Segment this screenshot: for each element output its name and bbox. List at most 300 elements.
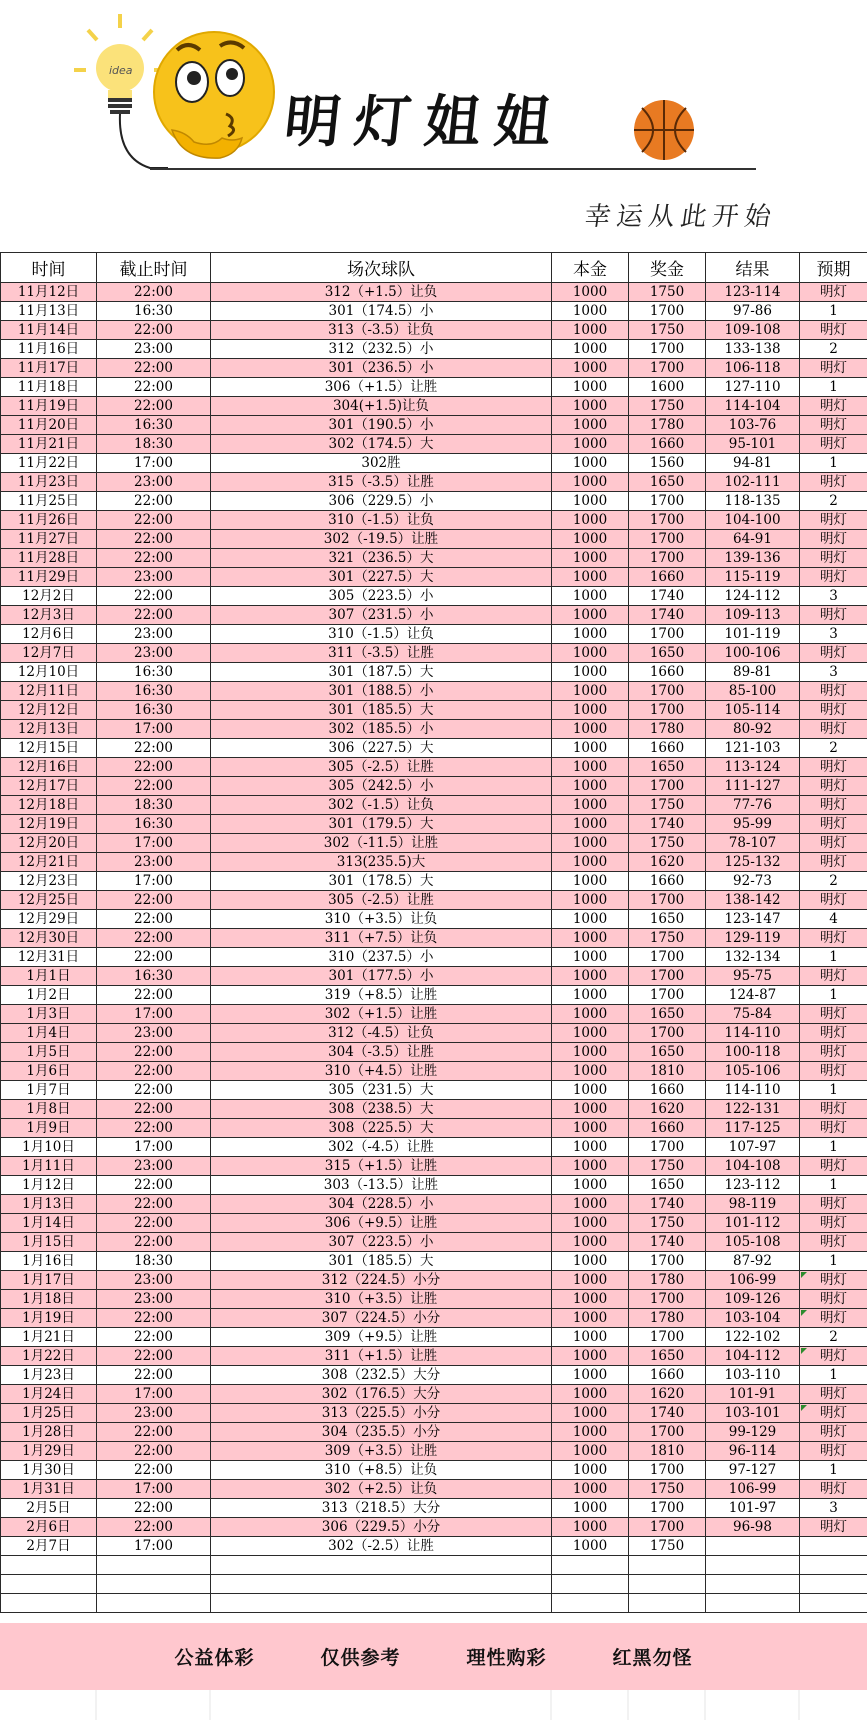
column-header: 场次球队 xyxy=(211,253,552,283)
score-cell: 123-114 xyxy=(706,283,800,302)
stake-cell: 1000 xyxy=(552,549,629,568)
deadline-cell: 23:00 xyxy=(97,1024,211,1043)
stake-cell: 1000 xyxy=(552,720,629,739)
table-row xyxy=(1,986,867,1005)
table-row xyxy=(1,891,867,910)
match-cell: 301（187.5）大 xyxy=(211,663,552,682)
prediction-cell: 明灯 xyxy=(800,1119,867,1138)
prediction-cell: 明灯 xyxy=(800,1347,867,1366)
match-cell: 309（+3.5）让胜 xyxy=(211,1442,552,1461)
basketball-icon xyxy=(632,98,696,162)
stake-cell: 1000 xyxy=(552,530,629,549)
match-cell: 312（-4.5）让负 xyxy=(211,1024,552,1043)
table-row xyxy=(1,530,867,549)
date-cell: 1月24日 xyxy=(1,1385,97,1404)
date-cell: 12月21日 xyxy=(1,853,97,872)
table-row xyxy=(1,1461,867,1480)
match-cell: 302（-19.5）让胜 xyxy=(211,530,552,549)
bulb-label: idea xyxy=(109,64,133,77)
stake-cell: 1000 xyxy=(552,1081,629,1100)
payout-cell: 1700 xyxy=(629,1328,706,1347)
payout-cell: 1740 xyxy=(629,606,706,625)
date-cell: 1月23日 xyxy=(1,1366,97,1385)
prediction-cell: 明灯 xyxy=(800,701,867,720)
date-cell: 1月5日 xyxy=(1,1043,97,1062)
deadline-cell: 17:00 xyxy=(97,1385,211,1404)
deadline-cell: 23:00 xyxy=(97,1290,211,1309)
stake-cell: 1000 xyxy=(552,1252,629,1271)
stake-cell: 1000 xyxy=(552,606,629,625)
stake-cell: 1000 xyxy=(552,321,629,340)
prediction-cell: 3 xyxy=(800,1499,867,1518)
stake-cell: 1000 xyxy=(552,1290,629,1309)
deadline-cell: 23:00 xyxy=(97,473,211,492)
table-row xyxy=(1,1366,867,1385)
payout-cell: 1700 xyxy=(629,625,706,644)
prediction-cell: 明灯 xyxy=(800,929,867,948)
score-cell: 95-75 xyxy=(706,967,800,986)
date-cell: 12月6日 xyxy=(1,625,97,644)
table-row xyxy=(1,682,867,701)
deadline-cell: 22:00 xyxy=(97,492,211,511)
payout-cell: 1660 xyxy=(629,1081,706,1100)
deadline-cell: 17:00 xyxy=(97,1480,211,1499)
stake-cell: 1000 xyxy=(552,1214,629,1233)
date-cell: 11月17日 xyxy=(1,359,97,378)
table-row xyxy=(1,397,867,416)
header-banner xyxy=(0,0,867,252)
table-row xyxy=(1,1404,867,1423)
deadline-cell: 18:30 xyxy=(97,1252,211,1271)
date-cell: 1月9日 xyxy=(1,1119,97,1138)
table-row xyxy=(1,340,867,359)
match-cell: 312（232.5）小 xyxy=(211,340,552,359)
score-cell: 106-99 xyxy=(706,1480,800,1499)
match-cell: 311（+1.5）让胜 xyxy=(211,1347,552,1366)
table-body xyxy=(1,283,867,1613)
stake-cell: 1000 xyxy=(552,568,629,587)
match-cell: 301（178.5）大 xyxy=(211,872,552,891)
stake-cell: 1000 xyxy=(552,1385,629,1404)
prediction-cell: 明灯 xyxy=(800,1271,867,1290)
match-cell: 305（-2.5）让胜 xyxy=(211,758,552,777)
date-cell: 11月28日 xyxy=(1,549,97,568)
prediction-cell: 明灯 xyxy=(800,606,867,625)
footer-item: 仅供参考 xyxy=(320,1647,401,1669)
prediction-cell: 3 xyxy=(800,587,867,606)
table-row xyxy=(1,1233,867,1252)
score-cell: 95-101 xyxy=(706,435,800,454)
score-cell: 101-97 xyxy=(706,1499,800,1518)
prediction-cell: 明灯 xyxy=(800,1233,867,1252)
deadline-cell: 22:00 xyxy=(97,1195,211,1214)
payout-cell: 1700 xyxy=(629,302,706,321)
table-row xyxy=(1,929,867,948)
brand-title: 明灯姐姐 xyxy=(281,89,569,155)
payout-cell: 1750 xyxy=(629,321,706,340)
score-cell: 103-110 xyxy=(706,1366,800,1385)
stake-cell: 1000 xyxy=(552,378,629,397)
table-row xyxy=(1,720,867,739)
footer-item: 红黑勿怪 xyxy=(612,1647,693,1669)
date-cell: 1月3日 xyxy=(1,1005,97,1024)
match-cell: 302胜 xyxy=(211,454,552,473)
deadline-cell: 22:00 xyxy=(97,910,211,929)
payout-cell: 1810 xyxy=(629,1442,706,1461)
date-cell: 12月13日 xyxy=(1,720,97,739)
table-row xyxy=(1,758,867,777)
prediction-cell: 明灯 xyxy=(800,1062,867,1081)
match-cell: 301（174.5）小 xyxy=(211,302,552,321)
deadline-cell: 16:30 xyxy=(97,663,211,682)
match-cell: 307（231.5）小 xyxy=(211,606,552,625)
match-cell: 313(235.5)大 xyxy=(211,853,552,872)
payout-cell: 1660 xyxy=(629,872,706,891)
match-cell: 302（-1.5）让负 xyxy=(211,796,552,815)
column-header: 奖金 xyxy=(629,253,706,283)
prediction-cell: 明灯 xyxy=(800,1157,867,1176)
deadline-cell: 22:00 xyxy=(97,1233,211,1252)
match-cell: 310（-1.5）让负 xyxy=(211,625,552,644)
match-cell: 321（236.5）大 xyxy=(211,549,552,568)
date-cell: 11月14日 xyxy=(1,321,97,340)
date-cell: 11月26日 xyxy=(1,511,97,530)
empty-cell xyxy=(800,1556,867,1575)
payout-cell: 1700 xyxy=(629,1461,706,1480)
prediction-cell: 1 xyxy=(800,1138,867,1157)
stake-cell: 1000 xyxy=(552,1309,629,1328)
table-row xyxy=(1,321,867,340)
match-cell: 312（+1.5）让负 xyxy=(211,283,552,302)
stake-cell: 1000 xyxy=(552,663,629,682)
prediction-cell: 2 xyxy=(800,1328,867,1347)
stake-cell: 1000 xyxy=(552,1347,629,1366)
deadline-cell: 16:30 xyxy=(97,967,211,986)
slogan: 幸运从此开始 xyxy=(582,202,779,232)
match-cell: 302（+1.5）让胜 xyxy=(211,1005,552,1024)
stake-cell: 1000 xyxy=(552,1024,629,1043)
prediction-cell: 2 xyxy=(800,872,867,891)
prediction-cell: 明灯 xyxy=(800,1290,867,1309)
footer-item: 理性购彩 xyxy=(466,1647,547,1669)
empty-cell xyxy=(552,1575,629,1594)
score-cell: 100-118 xyxy=(706,1043,800,1062)
score-cell: 101-119 xyxy=(706,625,800,644)
date-cell: 1月16日 xyxy=(1,1252,97,1271)
payout-cell: 1700 xyxy=(629,701,706,720)
prediction-cell: 明灯 xyxy=(800,967,867,986)
score-cell: 78-107 xyxy=(706,834,800,853)
table-row xyxy=(1,948,867,967)
score-cell: 100-106 xyxy=(706,644,800,663)
match-cell: 301（179.5）大 xyxy=(211,815,552,834)
payout-cell: 1700 xyxy=(629,891,706,910)
match-cell: 315（-3.5）让胜 xyxy=(211,473,552,492)
deadline-cell: 17:00 xyxy=(97,834,211,853)
date-cell: 12月12日 xyxy=(1,701,97,720)
date-cell: 12月29日 xyxy=(1,910,97,929)
deadline-cell: 22:00 xyxy=(97,1214,211,1233)
date-cell: 1月8日 xyxy=(1,1100,97,1119)
score-cell: 122-102 xyxy=(706,1328,800,1347)
stake-cell: 1000 xyxy=(552,1138,629,1157)
table-row xyxy=(1,378,867,397)
deadline-cell: 22:00 xyxy=(97,530,211,549)
table-row xyxy=(1,1138,867,1157)
deadline-cell: 22:00 xyxy=(97,549,211,568)
deadline-cell: 22:00 xyxy=(97,1442,211,1461)
date-cell: 12月19日 xyxy=(1,815,97,834)
deadline-cell: 23:00 xyxy=(97,625,211,644)
match-cell: 305（-2.5）让胜 xyxy=(211,891,552,910)
column-header: 截止时间 xyxy=(97,253,211,283)
match-cell: 310（-1.5）让负 xyxy=(211,511,552,530)
score-cell: 123-112 xyxy=(706,1176,800,1195)
table-row xyxy=(1,663,867,682)
table-row xyxy=(1,1043,867,1062)
date-cell: 12月17日 xyxy=(1,777,97,796)
empty-cell xyxy=(629,1594,706,1613)
empty-cell xyxy=(706,1594,800,1613)
stake-cell: 1000 xyxy=(552,1404,629,1423)
payout-cell: 1650 xyxy=(629,1043,706,1062)
payout-cell: 1750 xyxy=(629,1537,706,1556)
stake-cell: 1000 xyxy=(552,967,629,986)
match-cell: 301（236.5）小 xyxy=(211,359,552,378)
payout-cell: 1700 xyxy=(629,492,706,511)
payout-cell: 1660 xyxy=(629,739,706,758)
payout-cell: 1750 xyxy=(629,397,706,416)
stake-cell: 1000 xyxy=(552,359,629,378)
empty-cell xyxy=(552,1594,629,1613)
match-cell: 303（-13.5）让胜 xyxy=(211,1176,552,1195)
date-cell: 11月12日 xyxy=(1,283,97,302)
payout-cell: 1780 xyxy=(629,416,706,435)
match-cell: 301（188.5）小 xyxy=(211,682,552,701)
deadline-cell: 17:00 xyxy=(97,1537,211,1556)
payout-cell: 1650 xyxy=(629,1005,706,1024)
match-cell: 308（225.5）大 xyxy=(211,1119,552,1138)
score-cell: 96-114 xyxy=(706,1442,800,1461)
stake-cell: 1000 xyxy=(552,1062,629,1081)
match-cell: 310（+8.5）让负 xyxy=(211,1461,552,1480)
date-cell: 12月10日 xyxy=(1,663,97,682)
prediction-cell: 明灯 xyxy=(800,834,867,853)
deadline-cell: 22:00 xyxy=(97,1062,211,1081)
payout-cell: 1660 xyxy=(629,568,706,587)
footer-item: 公益体彩 xyxy=(174,1647,255,1669)
score-cell: 97-86 xyxy=(706,302,800,321)
score-cell: 85-100 xyxy=(706,682,800,701)
score-cell: 99-129 xyxy=(706,1423,800,1442)
payout-cell: 1750 xyxy=(629,283,706,302)
table-header-row xyxy=(1,253,867,283)
date-cell: 11月22日 xyxy=(1,454,97,473)
results-table xyxy=(0,252,867,1613)
payout-cell: 1750 xyxy=(629,1480,706,1499)
prediction-cell: 1 xyxy=(800,378,867,397)
date-cell: 1月18日 xyxy=(1,1290,97,1309)
match-cell: 302（176.5）大分 xyxy=(211,1385,552,1404)
payout-cell: 1700 xyxy=(629,1024,706,1043)
score-cell: 94-81 xyxy=(706,454,800,473)
deadline-cell: 18:30 xyxy=(97,796,211,815)
table-row xyxy=(1,359,867,378)
deadline-cell: 22:00 xyxy=(97,359,211,378)
stake-cell: 1000 xyxy=(552,511,629,530)
empty-cell xyxy=(1,1556,97,1575)
empty-cell xyxy=(211,1575,552,1594)
prediction-cell: 明灯 xyxy=(800,359,867,378)
payout-cell: 1780 xyxy=(629,720,706,739)
match-cell: 305（223.5）小 xyxy=(211,587,552,606)
table-row xyxy=(1,701,867,720)
score-cell xyxy=(706,1537,800,1556)
stake-cell: 1000 xyxy=(552,1233,629,1252)
deadline-cell: 22:00 xyxy=(97,1043,211,1062)
deadline-cell: 17:00 xyxy=(97,1138,211,1157)
payout-cell: 1750 xyxy=(629,929,706,948)
prediction-cell: 明灯 xyxy=(800,1518,867,1537)
table-row xyxy=(1,1214,867,1233)
match-cell: 302（174.5）大 xyxy=(211,435,552,454)
deadline-cell: 22:00 xyxy=(97,1328,211,1347)
table-row xyxy=(1,1062,867,1081)
stake-cell: 1000 xyxy=(552,1328,629,1347)
table-row xyxy=(1,1119,867,1138)
deadline-cell: 23:00 xyxy=(97,1271,211,1290)
table-row xyxy=(1,1195,867,1214)
table-row xyxy=(1,1309,867,1328)
column-header: 时间 xyxy=(1,253,97,283)
stake-cell: 1000 xyxy=(552,834,629,853)
column-header: 预期 xyxy=(800,253,867,283)
table-row xyxy=(1,1499,867,1518)
table-row xyxy=(1,1518,867,1537)
deadline-cell: 22:00 xyxy=(97,511,211,530)
deadline-cell: 23:00 xyxy=(97,1404,211,1423)
deadline-cell: 16:30 xyxy=(97,682,211,701)
score-cell: 121-103 xyxy=(706,739,800,758)
date-cell: 1月7日 xyxy=(1,1081,97,1100)
match-cell: 304（-3.5）让胜 xyxy=(211,1043,552,1062)
payout-cell: 1620 xyxy=(629,853,706,872)
payout-cell: 1660 xyxy=(629,435,706,454)
score-cell: 106-99 xyxy=(706,1271,800,1290)
table-row xyxy=(1,1537,867,1556)
match-cell: 301（185.5）大 xyxy=(211,1252,552,1271)
payout-cell: 1740 xyxy=(629,1233,706,1252)
date-cell: 12月25日 xyxy=(1,891,97,910)
empty-cell xyxy=(706,1575,800,1594)
score-cell: 103-76 xyxy=(706,416,800,435)
match-cell: 311（-3.5）让胜 xyxy=(211,644,552,663)
empty-cell xyxy=(629,1575,706,1594)
match-cell: 306（+1.5）让胜 xyxy=(211,378,552,397)
date-cell: 12月31日 xyxy=(1,948,97,967)
date-cell: 1月6日 xyxy=(1,1062,97,1081)
deadline-cell: 22:00 xyxy=(97,739,211,758)
prediction-cell: 1 xyxy=(800,454,867,473)
date-cell: 11月20日 xyxy=(1,416,97,435)
stake-cell: 1000 xyxy=(552,340,629,359)
match-cell: 309（+9.5）让胜 xyxy=(211,1328,552,1347)
deadline-cell: 22:00 xyxy=(97,1366,211,1385)
payout-cell: 1560 xyxy=(629,454,706,473)
prediction-cell: 明灯 xyxy=(800,682,867,701)
prediction-cell: 1 xyxy=(800,986,867,1005)
deadline-cell: 22:00 xyxy=(97,986,211,1005)
score-cell: 124-112 xyxy=(706,587,800,606)
table-row xyxy=(1,549,867,568)
stake-cell: 1000 xyxy=(552,1195,629,1214)
date-cell: 1月17日 xyxy=(1,1271,97,1290)
payout-cell: 1650 xyxy=(629,758,706,777)
score-cell: 75-84 xyxy=(706,1005,800,1024)
date-cell: 1月11日 xyxy=(1,1157,97,1176)
match-cell: 308（238.5）大 xyxy=(211,1100,552,1119)
table-row xyxy=(1,796,867,815)
prediction-cell: 明灯 xyxy=(800,777,867,796)
date-cell: 1月2日 xyxy=(1,986,97,1005)
payout-cell: 1700 xyxy=(629,1252,706,1271)
payout-cell: 1650 xyxy=(629,1347,706,1366)
payout-cell: 1700 xyxy=(629,340,706,359)
prediction-cell: 明灯 xyxy=(800,1043,867,1062)
prediction-cell: 明灯 xyxy=(800,321,867,340)
deadline-cell: 16:30 xyxy=(97,416,211,435)
empty-row xyxy=(1,1575,867,1594)
date-cell: 11月27日 xyxy=(1,530,97,549)
stake-cell: 1000 xyxy=(552,1119,629,1138)
date-cell: 11月16日 xyxy=(1,340,97,359)
date-cell: 1月29日 xyxy=(1,1442,97,1461)
date-cell: 11月13日 xyxy=(1,302,97,321)
prediction-cell: 明灯 xyxy=(800,435,867,454)
stake-cell: 1000 xyxy=(552,1176,629,1195)
table-row xyxy=(1,587,867,606)
match-cell: 307（223.5）小 xyxy=(211,1233,552,1252)
thinking-emoji-icon xyxy=(142,20,282,170)
table-row xyxy=(1,1328,867,1347)
empty-cell xyxy=(211,1594,552,1613)
match-cell: 310（+4.5）让胜 xyxy=(211,1062,552,1081)
stake-cell: 1000 xyxy=(552,986,629,1005)
empty-cell xyxy=(97,1594,211,1613)
score-cell: 118-135 xyxy=(706,492,800,511)
payout-cell: 1700 xyxy=(629,549,706,568)
table-row xyxy=(1,492,867,511)
deadline-cell: 17:00 xyxy=(97,454,211,473)
prediction-cell: 明灯 xyxy=(800,853,867,872)
payout-cell: 1700 xyxy=(629,511,706,530)
prediction-cell: 明灯 xyxy=(800,1195,867,1214)
table-row xyxy=(1,511,867,530)
prediction-cell: 明灯 xyxy=(800,644,867,663)
payout-cell: 1750 xyxy=(629,1157,706,1176)
prediction-cell: 明灯 xyxy=(800,891,867,910)
column-header: 本金 xyxy=(552,253,629,283)
score-cell: 114-104 xyxy=(706,397,800,416)
score-cell: 125-132 xyxy=(706,853,800,872)
prediction-cell: 4 xyxy=(800,910,867,929)
prediction-cell: 明灯 xyxy=(800,720,867,739)
empty-cell xyxy=(800,1594,867,1613)
score-cell: 96-98 xyxy=(706,1518,800,1537)
stake-cell: 1000 xyxy=(552,587,629,606)
table-row xyxy=(1,454,867,473)
match-cell: 315（+1.5）让胜 xyxy=(211,1157,552,1176)
